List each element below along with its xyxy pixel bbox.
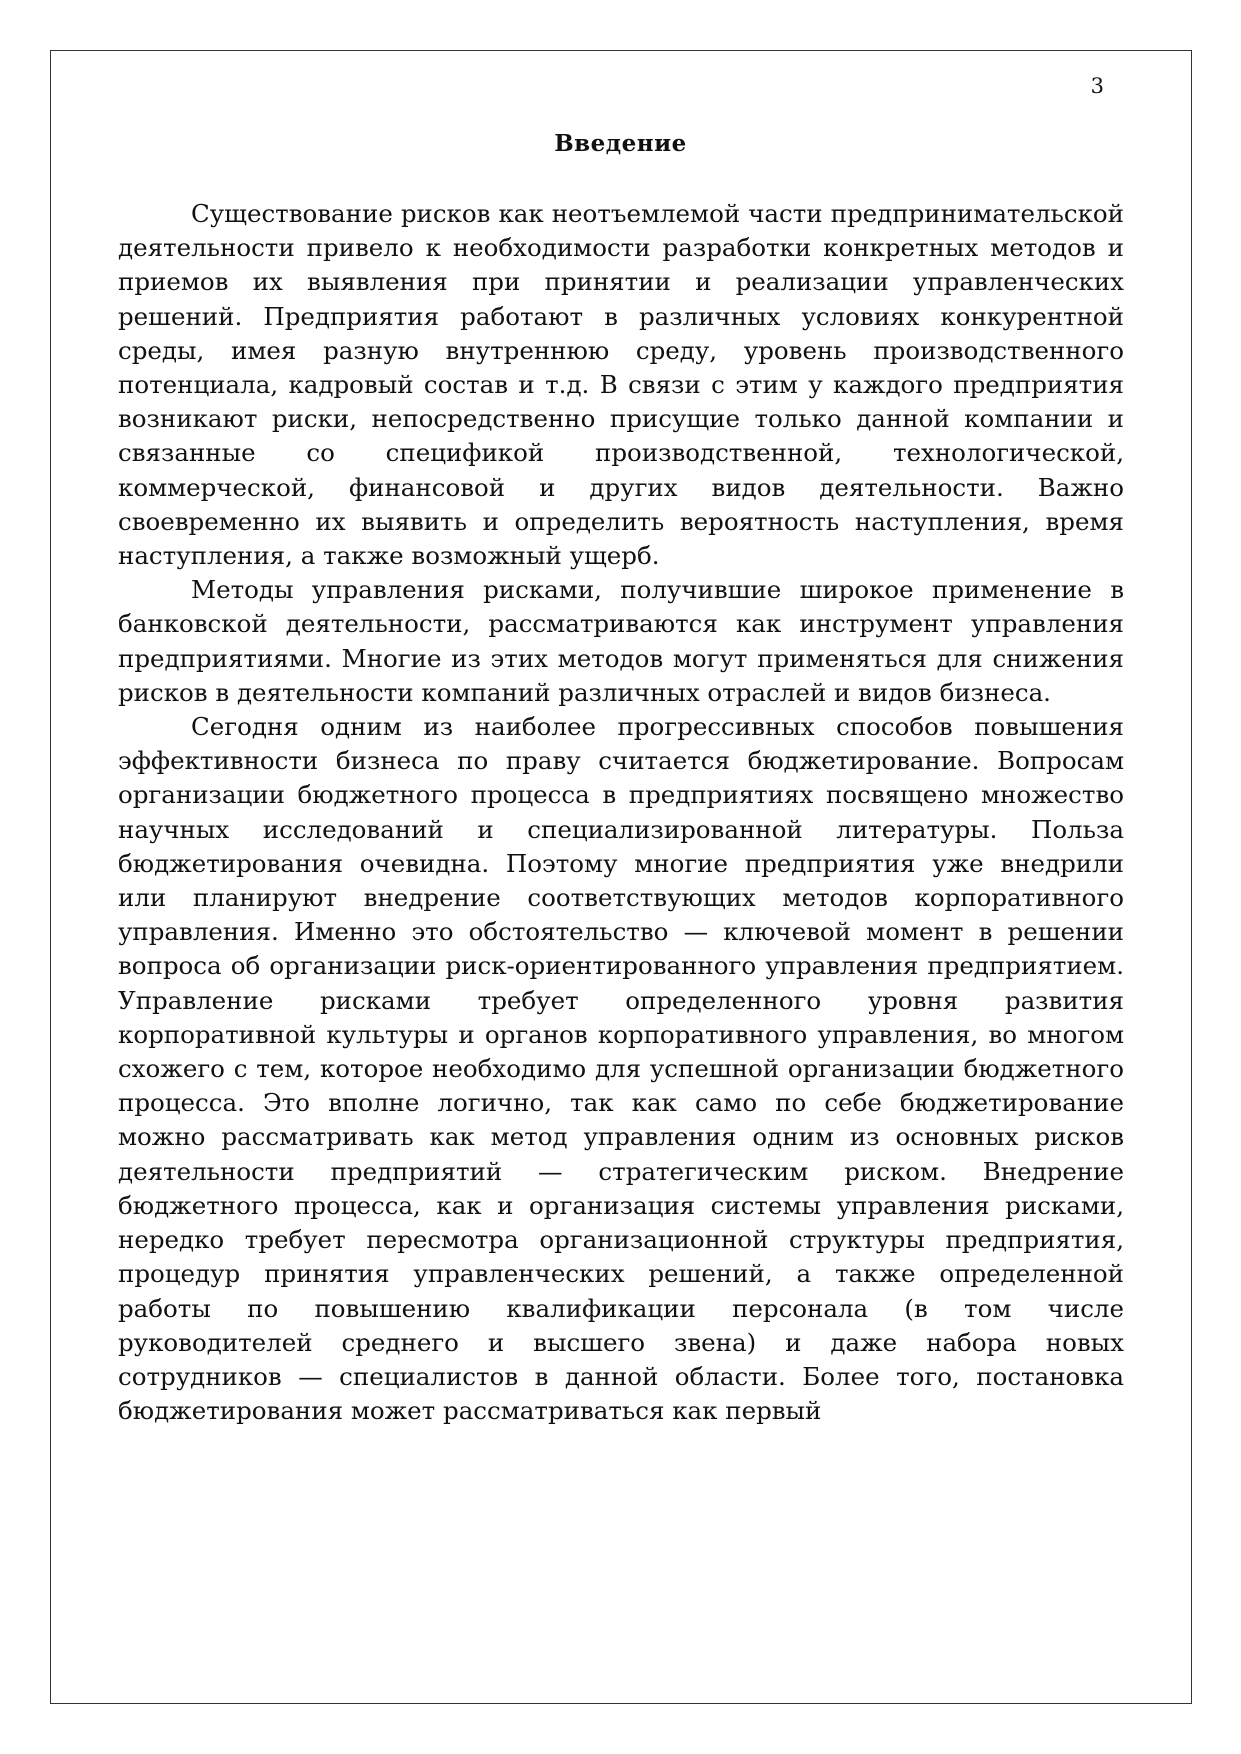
paragraph: Методы управления рисками, получившие широкое применение в банковской деятельности, рассматриваются как инструмент управления предприятиями. Многие из этих методов могут применяться для снижения рисков в деятельности компаний различных отраслей и видов бизнеса. bbox=[118, 575, 1124, 707]
page-number: 3 bbox=[1090, 74, 1104, 98]
section-title: Введение bbox=[554, 130, 687, 157]
paragraph: Существование рисков как неотъемлемой части предпринимательской деятельности привело к необходимости разработки конкретных методов и приемов их выявления при принятии и реализации управленческих решений. Предприятия работают в различных условиях конкурентной среды, имея разную внутреннюю среду, уровень производственного потенциала, кадровый состав и т.д. В связи с этим у каждого предприятия возникают риски, непосредственно присущие только данной компании и связанные со спецификой производственной, технологической, коммерческой, финансовой и других видов деятельности. Важно своевременно их выявить и определить вероятность наступления, время наступления, а также возможный ущерб. bbox=[118, 199, 1124, 571]
paragraph: Сегодня одним из наиболее прогрессивных способов повышения эффективности бизнеса по праву считается бюджетирование. Вопросам организации бюджетного процесса в предприятиях посвящено множество научных исследований и специализированной литературы. Польза бюджетирования очевидна. Поэтому многие предприятия уже внедрили или планируют внедрение соответствующих методов корпоративного управления. Именно это обстоятельство — ключевой момент в решении вопроса об организации риск-ориентированного управления предприятием. Управление рисками требует определенного уровня развития корпоративной культуры и органов корпоративного управления, во многом схожего с тем, которое необходимо для успешной организации бюджетного процесса. Это вполне логично, так как само по себе бюджетирование можно рассматривать как метод управления одним из основных рисков деятельности предприятий — стратегическим риском. Внедрение бюджетного процесса, как и организация системы управления рисками, нередко требует пересмотра организационной структуры предприятия, процедур принятия управленческих решений, а также определенной работы по повышению квалификации персонала (в том числе руководителей среднего и высшего звена) и даже набора новых сотрудников — специалистов в данной области. Более того, постановка бюджетирования может рассматриваться как первый bbox=[118, 712, 1124, 1426]
document-body bbox=[118, 197, 1124, 1428]
